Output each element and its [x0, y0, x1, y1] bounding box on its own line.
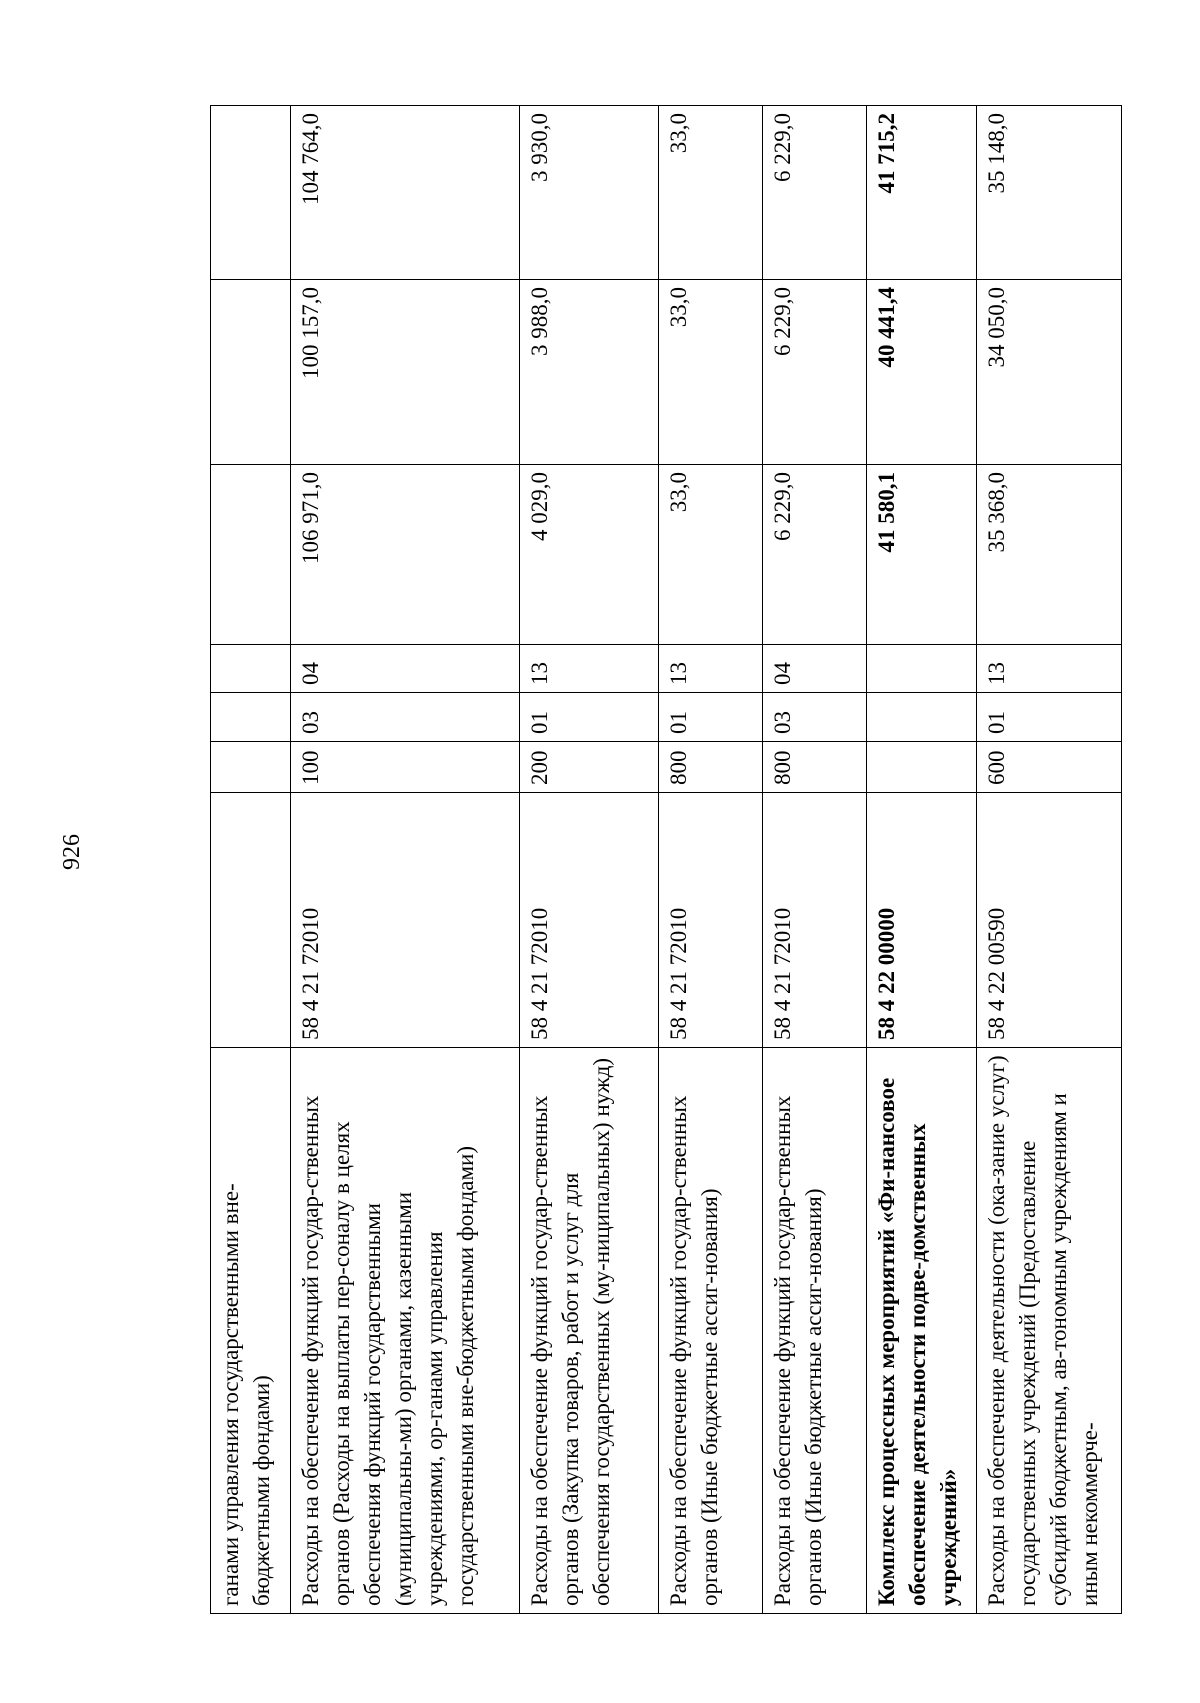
cell-amount-2: 40 441,4 [866, 280, 977, 465]
cell-section: 03 [291, 693, 520, 742]
cell-amount-2 [211, 280, 291, 465]
page-number: 926 [59, 834, 85, 870]
cell-amount-1: 106 971,0 [291, 465, 520, 645]
table-body [211, 106, 1122, 1614]
cell-description: Расходы на обеспечение деятельности (ока-зание услуг) государственных учреждений (Предоставление субсидий бюджетным, ав-тономным учреждениям и иным некоммерче- [977, 1048, 1122, 1614]
cell-expense-type: 800 [763, 742, 866, 793]
cell-subsection: 13 [659, 645, 763, 693]
table-row [659, 106, 763, 1614]
cell-amount-3: 33,0 [659, 106, 763, 280]
cell-subsection: 04 [763, 645, 866, 693]
cell-target-article [211, 793, 291, 1048]
cell-subsection: 13 [520, 645, 659, 693]
table-row [211, 106, 291, 1614]
cell-target-article: 58 4 22 00000 [866, 793, 977, 1048]
cell-description: ганами управления государственными вне-бюджетными фондами) [211, 1048, 291, 1614]
cell-expense-type: 800 [659, 742, 763, 793]
cell-amount-1: 35 368,0 [977, 465, 1122, 645]
cell-expense-type: 200 [520, 742, 659, 793]
cell-amount-2: 33,0 [659, 280, 763, 465]
cell-subsection: 13 [977, 645, 1122, 693]
cell-description: Расходы на обеспечение функций государ-ственных органов (Иные бюджетные ассиг-нования) [763, 1048, 866, 1614]
table-row [977, 106, 1122, 1614]
budget-table [210, 105, 1122, 1614]
cell-expense-type: 100 [291, 742, 520, 793]
cell-section: 03 [763, 693, 866, 742]
cell-amount-1: 41 580,1 [866, 465, 977, 645]
cell-section [866, 693, 977, 742]
cell-description: Расходы на обеспечение функций государ-ственных органов (Расходы на выплаты пер-соналу в целях обеспечения функций государственными (муниципальны-ми) органами, казенными учреждениями, ор-ганами управления государственными вне-бюджетными фондами) [291, 1048, 520, 1614]
cell-target-article: 58 4 21 72010 [659, 793, 763, 1048]
cell-amount-2: 3 988,0 [520, 280, 659, 465]
cell-subsection: 04 [291, 645, 520, 693]
cell-section: 01 [520, 693, 659, 742]
table-row [520, 106, 659, 1614]
cell-description: Расходы на обеспечение функций государ-ственных органов (Иные бюджетные ассиг-нования) [659, 1048, 763, 1614]
cell-amount-3: 3 930,0 [520, 106, 659, 280]
cell-amount-2: 34 050,0 [977, 280, 1122, 465]
cell-description: Комплекс процессных мероприятий «Фи-нансовое обеспечение деятельности подве-домственных учреждений» [866, 1048, 977, 1614]
cell-amount-1: 4 029,0 [520, 465, 659, 645]
table-container [210, 106, 1122, 1614]
table-row [866, 106, 977, 1614]
cell-expense-type: 600 [977, 742, 1122, 793]
cell-amount-2: 6 229,0 [763, 280, 866, 465]
cell-amount-3 [211, 106, 291, 280]
cell-amount-1 [211, 465, 291, 645]
cell-subsection [866, 645, 977, 693]
cell-section [211, 693, 291, 742]
cell-amount-3: 35 148,0 [977, 106, 1122, 280]
cell-amount-3: 6 229,0 [763, 106, 866, 280]
cell-amount-2: 100 157,0 [291, 280, 520, 465]
cell-target-article: 58 4 21 72010 [291, 793, 520, 1048]
table-row [763, 106, 866, 1614]
cell-expense-type [866, 742, 977, 793]
cell-amount-3: 104 764,0 [291, 106, 520, 280]
cell-target-article: 58 4 21 72010 [520, 793, 659, 1048]
cell-section: 01 [659, 693, 763, 742]
cell-subsection [211, 645, 291, 693]
cell-target-article: 58 4 21 72010 [763, 793, 866, 1048]
cell-target-article: 58 4 22 00590 [977, 793, 1122, 1048]
cell-description: Расходы на обеспечение функций государ-ственных органов (Закупка товаров, работ и услуг для обеспечения государственных (му-ниципальных) нужд) [520, 1048, 659, 1614]
cell-amount-3: 41 715,2 [866, 106, 977, 280]
cell-expense-type [211, 742, 291, 793]
cell-amount-1: 33,0 [659, 465, 763, 645]
cell-section: 01 [977, 693, 1122, 742]
table-row [291, 106, 520, 1614]
cell-amount-1: 6 229,0 [763, 465, 866, 645]
